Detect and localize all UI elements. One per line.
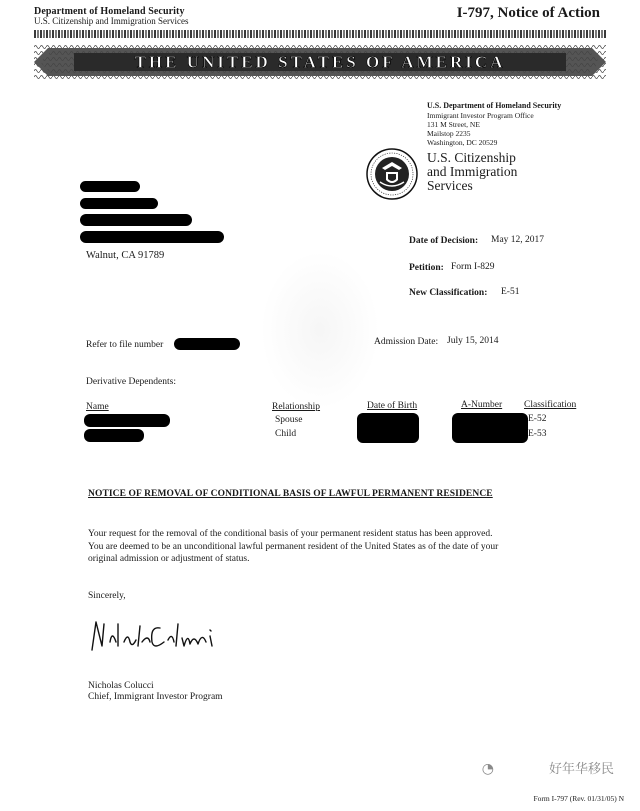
dependent-relationship: Spouse — [275, 415, 303, 425]
column-header-a-number: A-Number — [461, 400, 503, 410]
petition-value: Form I-829 — [451, 262, 495, 272]
banner — [34, 44, 606, 80]
column-header-date-of-birth: Date of Birth — [367, 401, 418, 411]
redacted-dependent-name — [84, 429, 144, 442]
notice-body — [88, 528, 578, 566]
security-band — [34, 30, 606, 38]
column-header-classification: Classification — [524, 400, 577, 410]
signature — [88, 612, 228, 661]
dhs-seal-icon — [366, 148, 418, 205]
wechat-icon: ◔ — [481, 761, 494, 777]
column-header-relationship: Relationship — [272, 402, 321, 412]
office-address-line1: U.S. Department of Homeland Security — [427, 101, 562, 110]
admission-date-label: Admission Date: — [374, 337, 439, 347]
form-number: Form I-797 (Rev. 01/31/05) N — [533, 794, 624, 803]
column-header-name: Name — [86, 402, 109, 412]
redacted-address-line — [80, 231, 224, 243]
notice-line2: You are deemed to be an unconditional lawful permanent resident of the United States as of the date of your — [88, 541, 499, 552]
office-address-line5: Washington, DC 20529 — [427, 138, 498, 147]
dependents-heading: Derivative Dependents: — [86, 377, 176, 387]
new-classification-label: New Classification: — [409, 288, 488, 298]
date-of-decision-value: May 12, 2017 — [491, 235, 545, 245]
uscis-logo-text — [427, 151, 517, 193]
redacted-file-number — [174, 338, 240, 350]
new-classification-value: E-51 — [501, 287, 520, 297]
signer-name: Nicholas Colucci — [88, 681, 154, 691]
notice-title: NOTICE OF REMOVAL OF CONDITIONAL BASIS OF LAWFUL PERMANENT RESIDENCE — [88, 489, 493, 499]
notice-line3: original admission or adjustment of status. — [88, 554, 250, 564]
office-address-line4: Mailstop 2235 — [427, 129, 471, 138]
redacted-address-line — [80, 214, 192, 226]
agency-name: U.S. Citizenship and Immigration Services — [34, 16, 189, 26]
admission-date-value: July 15, 2014 — [447, 336, 499, 346]
banner-text: THE UNITED STATES OF AMERICA — [134, 52, 506, 72]
office-address-line3: 131 M Street, NE — [427, 120, 480, 129]
department-name: Department of Homeland Security — [34, 6, 185, 17]
redacted-date-of-birth — [357, 413, 419, 443]
recipient-city: Walnut, CA 91789 — [86, 250, 165, 261]
office-address-line2: Immigrant Investor Program Office — [427, 111, 534, 120]
redacted-address-line — [80, 198, 158, 209]
watermark-text: 好年华移民 — [548, 762, 614, 777]
uscis-line3: Services — [427, 178, 473, 193]
uscis-line2: and Immigration — [427, 164, 518, 179]
redacted-dependent-name — [84, 414, 170, 427]
signer-title: Chief, Immigrant Investor Program — [88, 692, 223, 702]
date-of-decision-label: Date of Decision: — [409, 236, 479, 246]
redacted-name — [80, 181, 140, 192]
refer-file-label: Refer to file number — [86, 340, 164, 350]
dependent-classification: E-53 — [528, 429, 547, 439]
dependent-classification: E-52 — [528, 414, 547, 424]
redacted-a-number — [452, 413, 528, 443]
form-title: I-797, Notice of Action — [456, 5, 600, 21]
petition-label: Petition: — [409, 263, 444, 273]
dependent-relationship: Child — [275, 429, 297, 439]
salutation: Sincerely, — [88, 591, 126, 601]
uscis-line1: U.S. Citizenship — [427, 150, 516, 165]
background-watermark — [260, 250, 380, 410]
notice-line1: Your request for the removal of the conditional basis of your permanent resident status has been approved. — [88, 529, 493, 539]
